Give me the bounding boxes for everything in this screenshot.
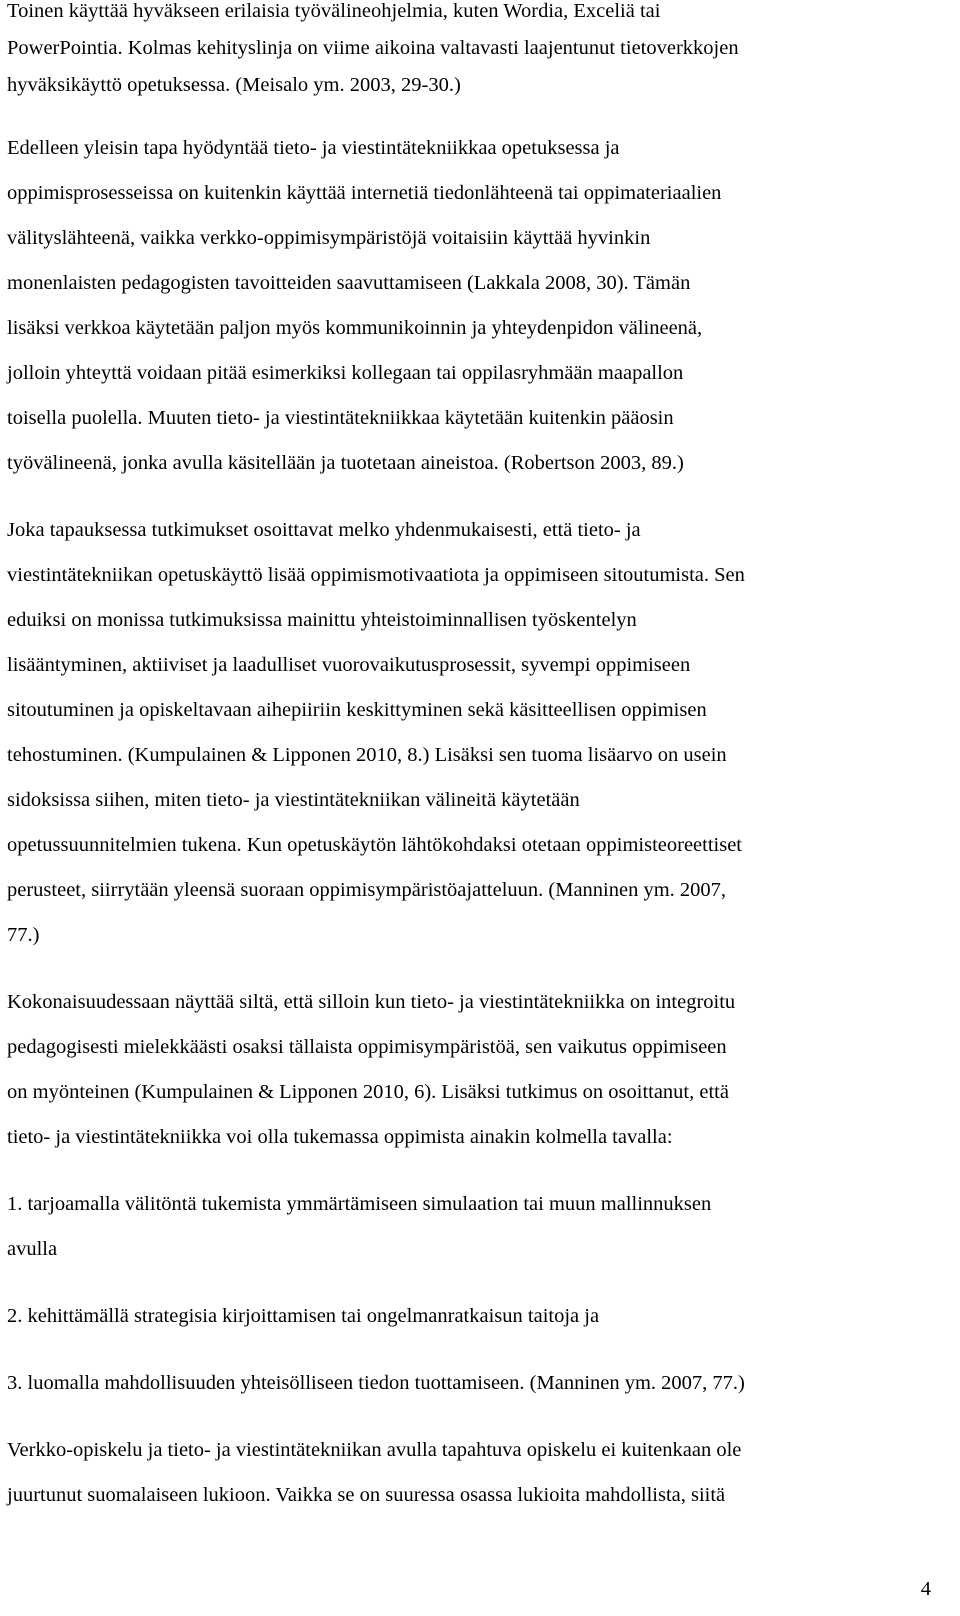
text-line: 77.) bbox=[7, 924, 40, 946]
text-line: toisella puolella. Muuten tieto- ja viestintätekniikkaa käytetään kuitenkin pääosin bbox=[7, 407, 674, 429]
paragraph-1 bbox=[7, 0, 937, 104]
text-line: 3. luomalla mahdollisuuden yhteisölliseen tiedon tuottamiseen. (Manninen ym. 2007, 77.) bbox=[7, 1372, 745, 1394]
text-line: hyväksikäyttö opetuksessa. (Meisalo ym. 2003, 29-30.) bbox=[7, 74, 461, 96]
paragraph-4 bbox=[7, 980, 937, 1160]
paragraph-5 bbox=[7, 1428, 937, 1518]
text-line: on myönteinen (Kumpulainen & Lipponen 2010, 6). Lisäksi tutkimus on osoittanut, että bbox=[7, 1081, 729, 1103]
text-line: tieto- ja viestintätekniikka voi olla tukemassa oppimista ainakin kolmella tavalla: bbox=[7, 1126, 673, 1148]
text-line: PowerPointia. Kolmas kehityslinja on viime aikoina valtavasti laajentunut tietoverkkojen bbox=[7, 37, 739, 59]
text-line: perusteet, siirrytään yleensä suoraan oppimisympäristöajatteluun. (Manninen ym. 2007, bbox=[7, 879, 727, 901]
text-line: 1. tarjoamalla välitöntä tukemista ymmärtämiseen simulaation tai muun mallinnuksen bbox=[7, 1193, 712, 1215]
text-line: oppimisprosesseissa on kuitenkin käyttää internetiä tiedonlähteenä tai oppimateriaalien bbox=[7, 182, 722, 204]
text-line: lisääntyminen, aktiiviset ja laadulliset vuorovaikutusprosessit, syvempi oppimiseen bbox=[7, 654, 691, 676]
text-line: juurtunut suomalaiseen lukioon. Vaikka se on suuressa osassa lukioita mahdollista, siitä bbox=[7, 1484, 726, 1506]
text-line: Kokonaisuudessaan näyttää siltä, että silloin kun tieto- ja viestintätekniikka on integroitu bbox=[7, 991, 736, 1013]
page-number: 4 bbox=[920, 1578, 931, 1600]
text-line: välityslähteenä, vaikka verkko-oppimisympäristöjä voitaisiin käyttää hyvinkin bbox=[7, 227, 651, 249]
paragraph-2 bbox=[7, 126, 937, 486]
text-line: Verkko-opiskelu ja tieto- ja viestintätekniikan avulla tapahtuva opiskelu ei kuitenkaan ole bbox=[7, 1439, 742, 1461]
list-item-3 bbox=[7, 1361, 937, 1406]
text-line: sidoksissa siihen, miten tieto- ja viestintätekniikan välineitä käytetään bbox=[7, 789, 580, 811]
text-line: sitoutuminen ja opiskeltavaan aihepiiriin keskittyminen sekä käsitteellisen oppimisen bbox=[7, 699, 707, 721]
text-line: Toinen käyttää hyväkseen erilaisia työvälineohjelmia, kuten Wordia, Exceliä tai bbox=[7, 0, 661, 22]
text-line: opetussuunnitelmien tukena. Kun opetuskäytön lähtökohdaksi otetaan oppimisteoreettiset bbox=[7, 834, 743, 856]
text-line: lisäksi verkkoa käytetään paljon myös kommunikoinnin ja yhteydenpidon välineenä, bbox=[7, 317, 703, 339]
text-line: työvälineenä, jonka avulla käsitellään ja tuotetaan aineistoa. (Robertson 2003, 89.) bbox=[7, 452, 684, 474]
paragraph-3 bbox=[7, 508, 937, 958]
text-line: pedagogisesti mielekkäästi osaksi tällaista oppimisympäristöä, sen vaikutus oppimiseen bbox=[7, 1036, 727, 1058]
text-line: avulla bbox=[7, 1238, 58, 1260]
text-line: viestintätekniikan opetuskäyttö lisää oppimismotivaatiota ja oppimiseen sitoutumista. Sen bbox=[7, 564, 745, 586]
text-line: jolloin yhteyttä voidaan pitää esimerkiksi kollegaan tai oppilasryhmään maapallon bbox=[7, 362, 684, 384]
list-item-1 bbox=[7, 1182, 937, 1272]
text-line: eduiksi on monissa tutkimuksissa mainittu yhteistoiminnallisen työskentelyn bbox=[7, 609, 637, 631]
document-body bbox=[7, 0, 937, 1540]
list-item-2 bbox=[7, 1294, 937, 1339]
text-line: tehostuminen. (Kumpulainen & Lipponen 2010, 8.) Lisäksi sen tuoma lisäarvo on usein bbox=[7, 744, 727, 766]
text-line: Joka tapauksessa tutkimukset osoittavat melko yhdenmukaisesti, että tieto- ja bbox=[7, 519, 641, 541]
text-line: monenlaisten pedagogisten tavoitteiden saavuttamiseen (Lakkala 2008, 30). Tämän bbox=[7, 272, 691, 294]
text-line: 2. kehittämällä strategisia kirjoittamisen tai ongelmanratkaisun taitoja ja bbox=[7, 1305, 600, 1327]
text-line: Edelleen yleisin tapa hyödyntää tieto- ja viestintätekniikkaa opetuksessa ja bbox=[7, 137, 620, 159]
